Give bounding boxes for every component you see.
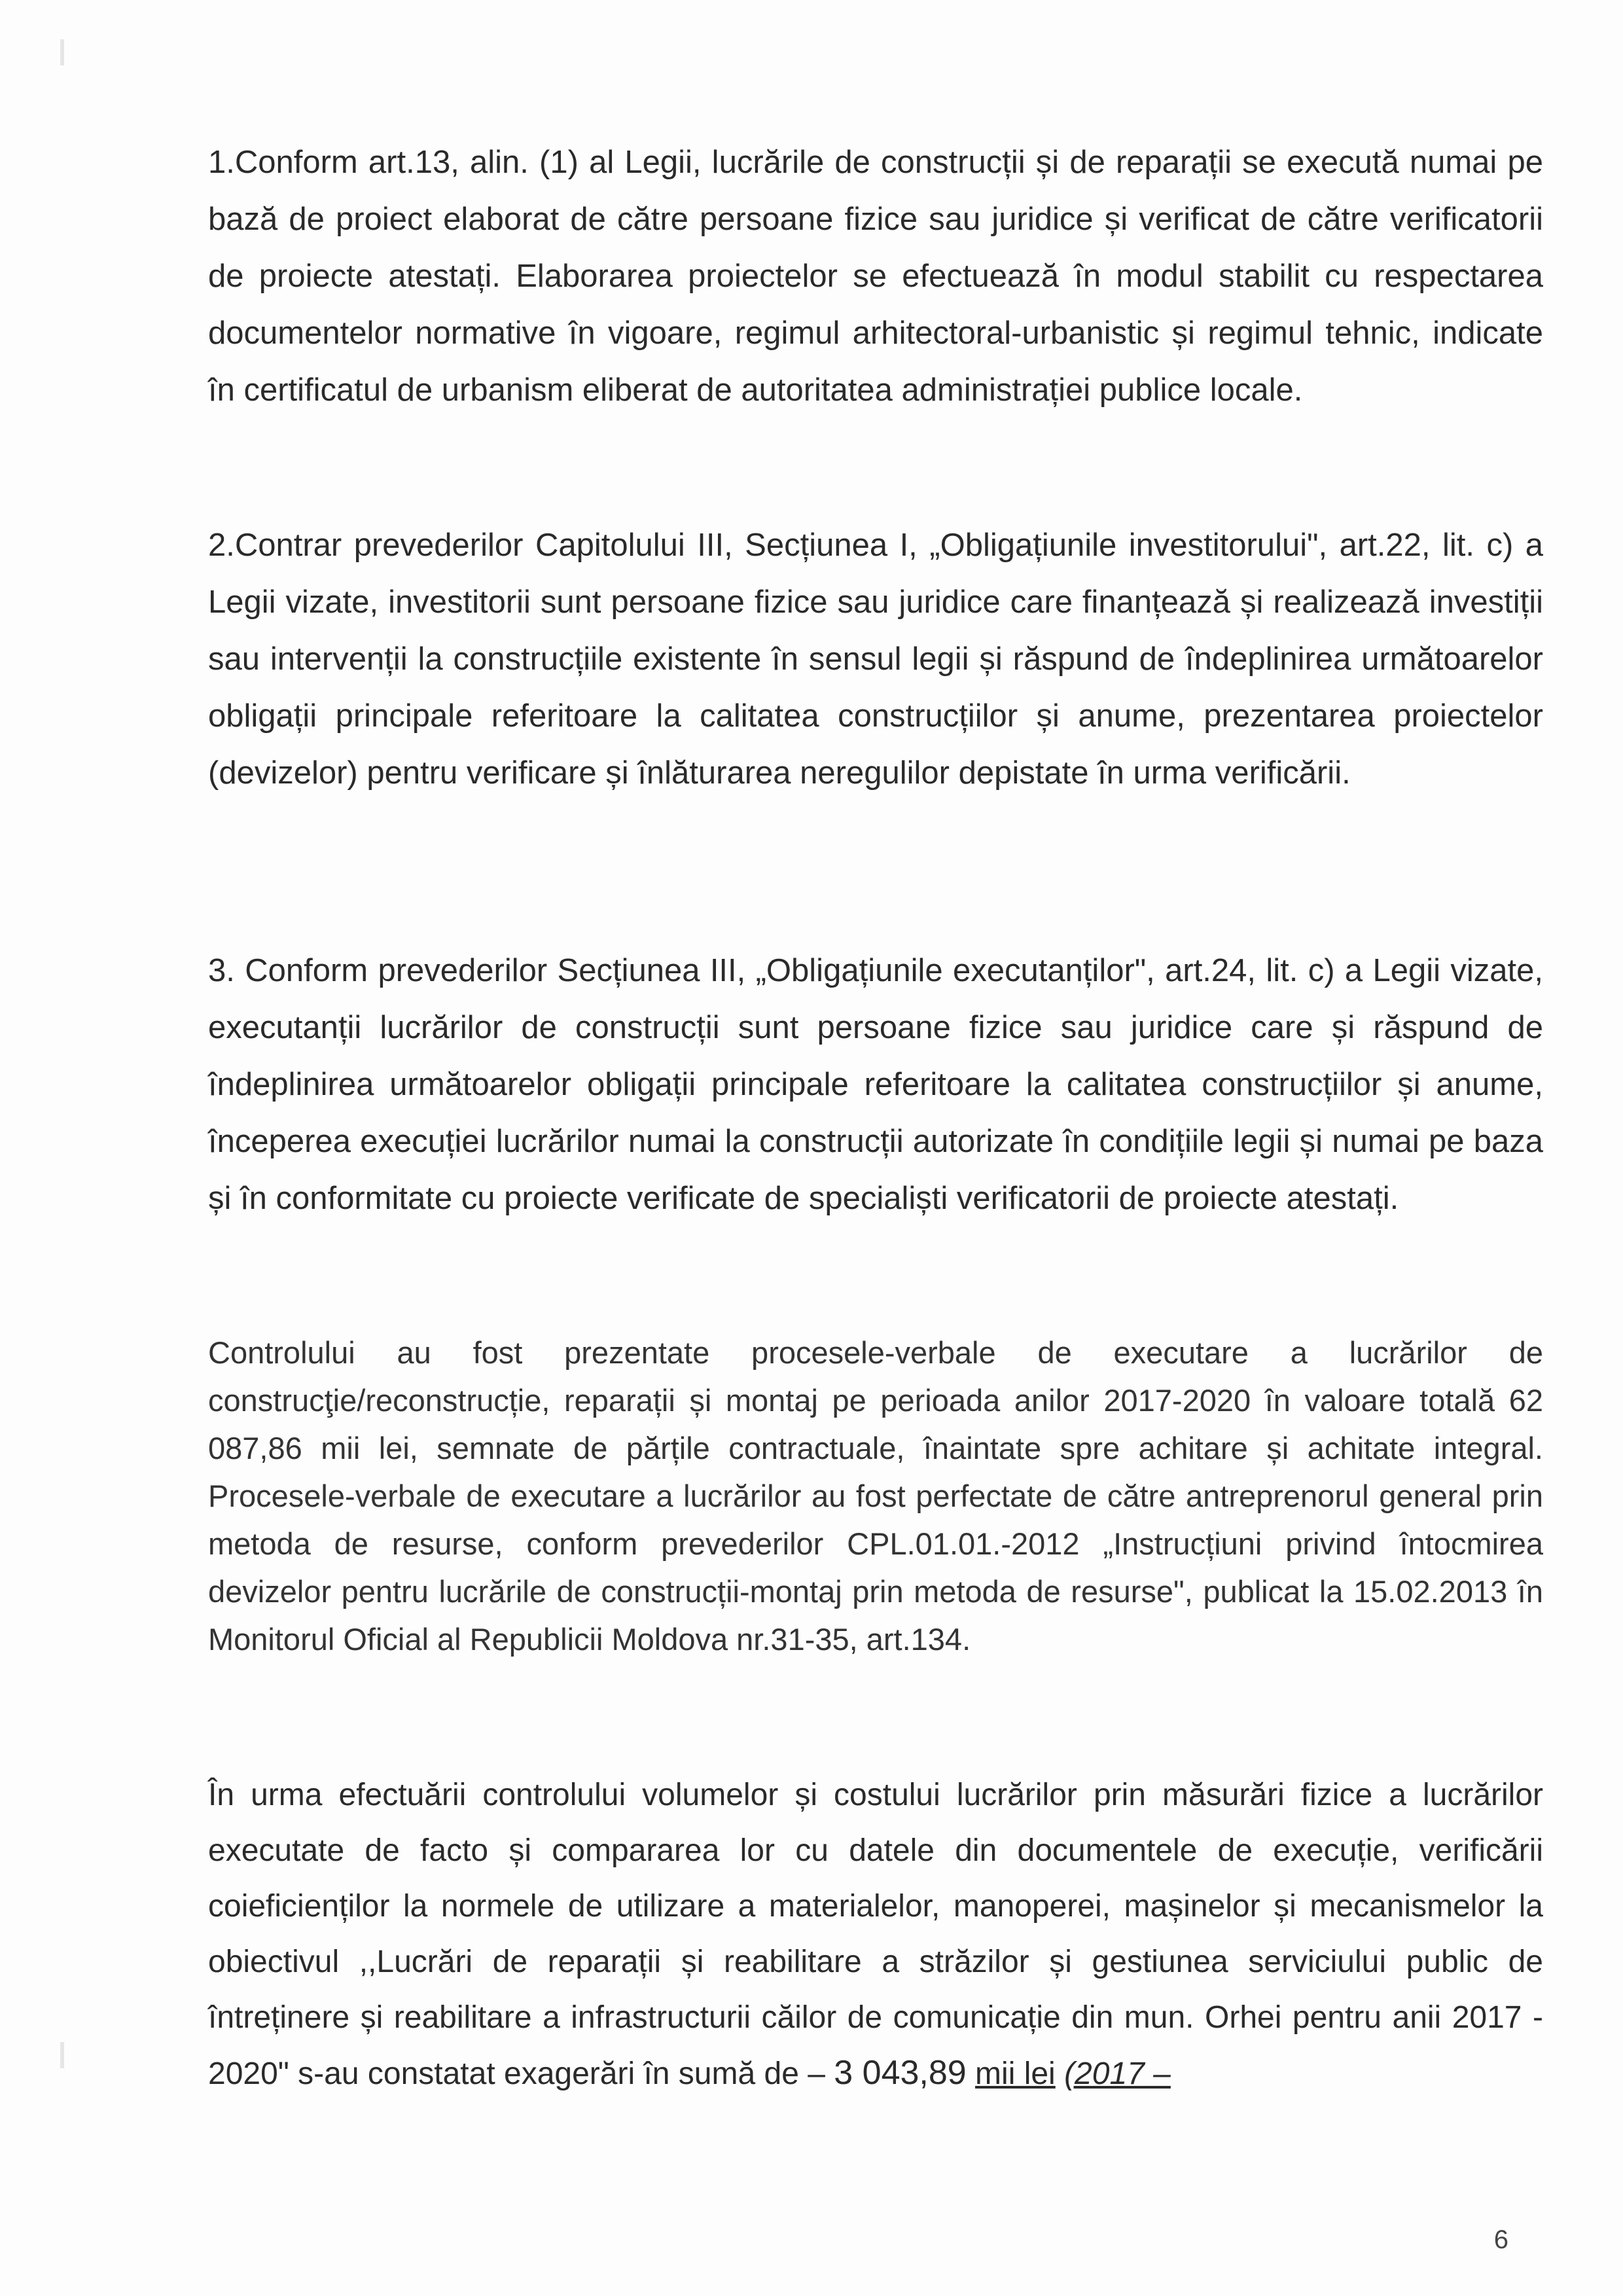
scan-margin-mark [60, 2042, 64, 2068]
paragraph-2: 2.Contrar prevederilor Capitolului III, Secțiunea I, „Obligațiunile investitorului", art.22, lit. c) a Legii vizate, investitorii sunt persoane fizice sau juridice care finanțează și realizează investiții sau intervenții la construcțiile existente în sensul legii și răspund de îndeplinirea următoarelor obligații principale referitoare la calitatea construcțiilor și anume, prezentarea proiectelor (devizelor) pentru verificare și înlăturarea neregulilor depistate în urma verificării. [208, 528, 1543, 791]
paragraph-3: 3. Conform prevederilor Secțiunea III, „Obligațiunile executanților", art.24, lit. c) a Legii vizate, executanții lucrărilor de construcții sunt persoane fizice sau juridice care și răspund de îndeplinirea următoarelor obligații principale referitoare la calitatea construcțiilor și anume, începerea execuției lucrărilor numai la construcții autorizate în condițiile legii și numai pe baza și în conformitate cu proiecte verificate de specialiști verificatorii de proiecte atestați. [208, 953, 1543, 1216]
exaggeration-amount: 3 043,89 [834, 2054, 967, 2092]
page-number: 6 [1493, 2225, 1508, 2254]
scan-margin-mark [60, 39, 64, 65]
paragraph-1: 1.Conform art.13, alin. (1) al Legii, lucrările de construcții și de reparații se execută numai pe bază de proiect elaborat de către persoane fizice sau juridice și verificat de către verificatorii de proiecte atestați. Elaborarea proiectelor se efectuează în modul stabilit cu respectarea documentelor normative în vigoare, regimul arhitectoral-urbanistic și regimul tehnic, indicate în certificatul de urbanism eliberat de autoritatea administrației publice locale. [208, 145, 1543, 408]
paragraph-5-text: În urma efectuării controlului volumelor și costului lucrărilor prin măsurări fizice a lucrărilor executate de facto și compararea lor cu datele din documentele de execuție, verificării coieficienților la normele de utilizare a materialelor, manoperei, mașinelor și mecanismelor la obiectivul ,,Lucrări de reparații și reabilitare a străzilor și gestiunea serviciului public de întreținere și reabilitare a infrastructurii căilor de comunicație din mun. Orhei pentru anii 2017 - 2020" s-au constatat exagerări în sumă de – [208, 1778, 1543, 2091]
paragraph-5-tail: (2017 – [1064, 2056, 1171, 2091]
paragraph-4: Controlului au fost prezentate procesele-verbale de executare a lucrărilor de construcţie/reconstrucție, reparații și montaj pe perioada anilor 2017-2020 în valoare totală 62 087,86 mii lei, semnate de părțile contractuale, înaintate spre achitare și achitate integral. Procesele-verbale de executare a lucrărilor au fost perfectate de către antreprenorul general prin metoda de resurse, conform prevederilor CPL.01.01.-2012 „Instrucțiuni privind întocmirea devizelor pentru lucrările de construcții-montaj prin metoda de resurse", publicat la 15.02.2013 în Monitorul Oficial al Republicii Moldova nr.31-35, art.134. [208, 1335, 1543, 1657]
amount-unit: mii lei [975, 2056, 1056, 2091]
paragraph-5 [208, 1767, 1543, 2102]
